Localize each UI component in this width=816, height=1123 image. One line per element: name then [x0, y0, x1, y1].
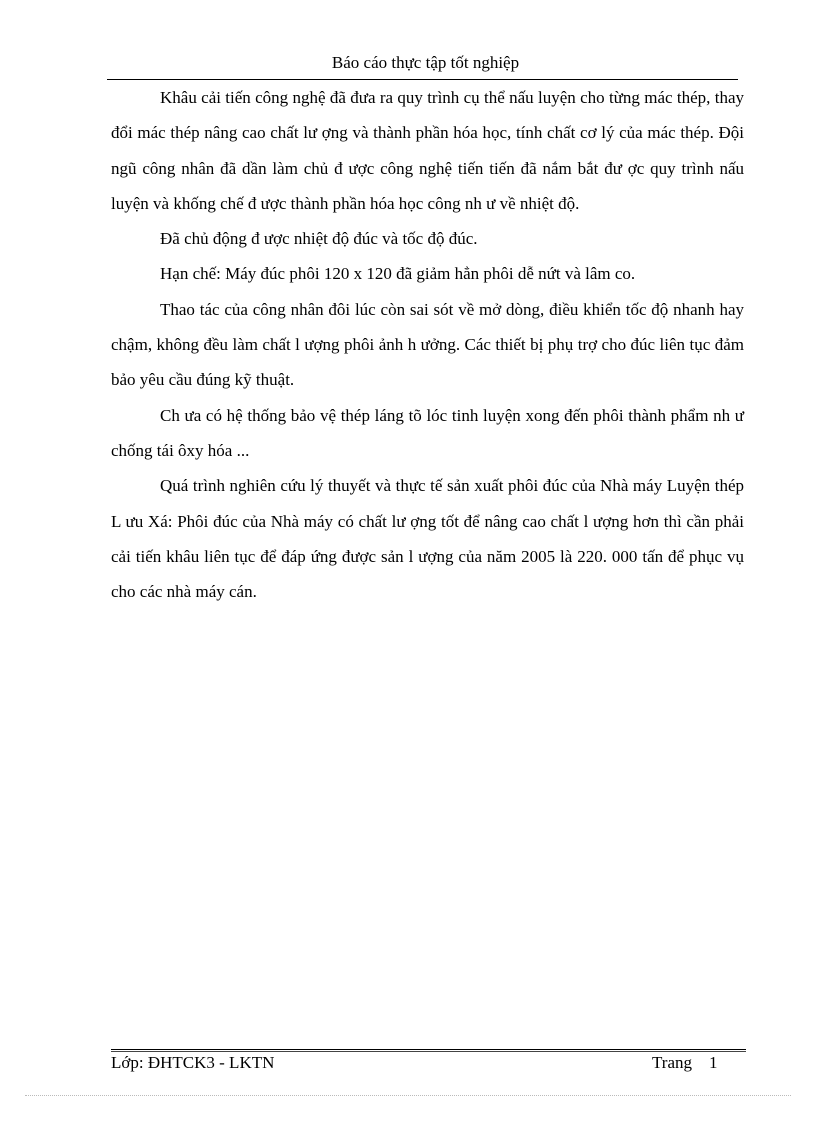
paragraph: Đã chủ động đ ược nhiệt độ đúc và tốc độ đúc. [160, 229, 478, 249]
page-bottom-border [25, 1095, 791, 1096]
paragraph: Ch ưa có hệ thống bảo vệ thép láng tõ lóc tinh luyện xong đến phôi thành phẩm nh ư chống tái ôxy hóa ... [111, 405, 744, 460]
page-header-title: Báo cáo thực tập tốt nghiệp [331, 53, 520, 72]
page-number: 1 [709, 1053, 718, 1072]
paragraph: Khâu cải tiến công nghệ đã đưa ra quy trình cụ thể nấu luyện cho từng mác thép, thay đổi mác thép nâng cao chất lư ợng và thành phần hóa học, tính chất cơ lý của mác thép. Đội ngũ công nhân đã dần làm chủ đ ược công nghệ tiến tiến đã nắm bắt đư ợc quy trình nấu luyện và khống chế đ ược thành phần hóa học công nh ư về nhiệt độ. [111, 88, 744, 213]
footer-page-indicator [652, 1052, 718, 1074]
page-label: Trang [652, 1053, 692, 1072]
paragraph: Thao tác của công nhân đôi lúc còn sai sót về mở dòng, điều khiển tốc độ nhanh hay chậm, không đều làm chất l ượng phôi ảnh h ưởng. Các thiết bị phụ trợ cho đúc liên tục đảm bảo yêu cầu đúng kỹ thuật. [111, 299, 744, 390]
paragraph: Quá trình nghiên cứu lý thuyết và thực tế sản xuất phôi đúc của Nhà máy Luyện thép L ưu Xá: Phôi đúc của Nhà máy có chất lư ợng tốt để nâng cao chất l ượng hơn thì cần phải cải tiến khâu liên tục để đáp ứng được sản l ượng của năm 2005 là 220. 000 tấn để phục vụ cho các nhà máy cán. [111, 476, 744, 602]
footer-divider [111, 1049, 746, 1050]
footer-class-label: Lớp: ĐHTCK3 - LKTN [111, 1053, 275, 1072]
paragraph: Hạn chế: Máy đúc phôi 120 x 120 đã giảm hẳn phôi dễ nứt và lâm co. [160, 264, 636, 284]
document-body [111, 80, 744, 609]
